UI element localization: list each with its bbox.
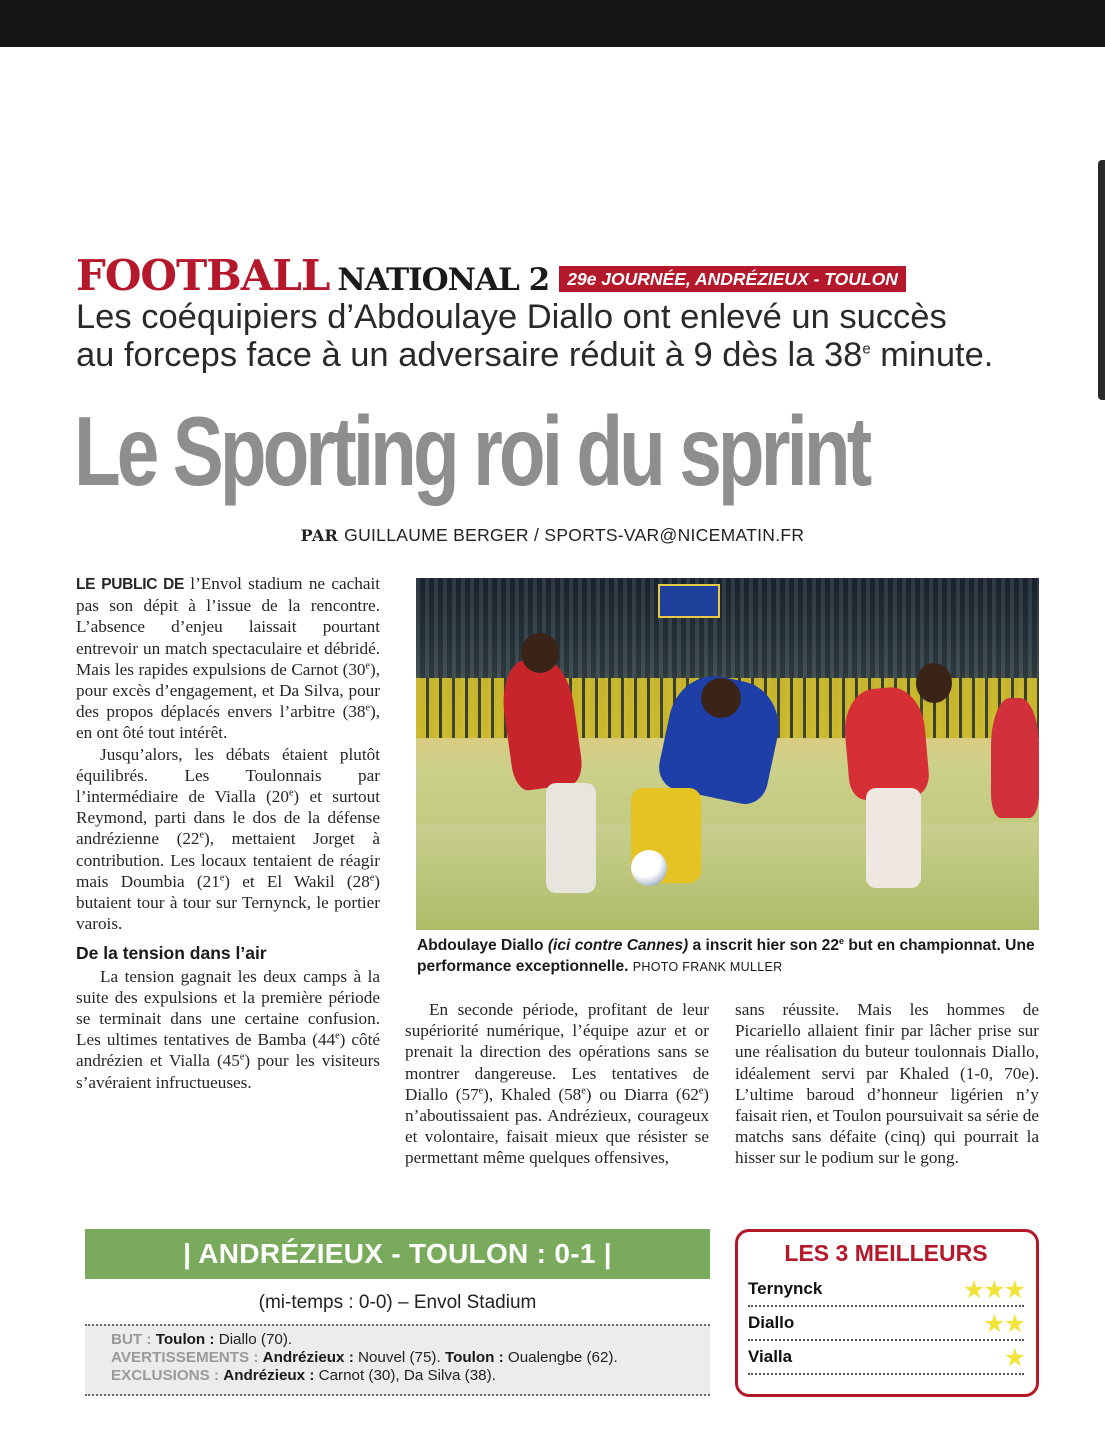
article-deck [76, 298, 1056, 374]
deck-line-1: Les coéquipiers d’Abdoulaye Diallo ont enlevé un succès [76, 298, 947, 336]
score-details [85, 1324, 710, 1396]
article-photo [416, 578, 1039, 930]
byline [0, 525, 1105, 546]
best-player-name: Vialla [748, 1347, 793, 1366]
byline-par: PAR [300, 526, 339, 545]
deck-line-2-text: au forceps face à un adversaire réduit à 9 dès la 38 [76, 336, 863, 374]
p3-text-0: La tension gagnait les deux camps à la suite des expulsions et la première période se terminait dans une certaine confusion. Les ultimes tentatives de Bamba (44 [76, 966, 380, 1050]
kicker-national: NATIONAL 2 [337, 262, 550, 298]
but-label: BUT : [111, 1331, 152, 1348]
player-red-left-legs [546, 783, 596, 893]
p4-sup-3: e [581, 1085, 586, 1097]
player-red-right-legs [866, 788, 921, 888]
p4-text-4: ) ou Diarra (62 [585, 1084, 699, 1104]
p3-sup-3: e [239, 1051, 245, 1063]
p2-sup-7: e [369, 872, 375, 884]
but-team: Toulon : [155, 1331, 215, 1348]
avert-text-1: Nouvel (75). [353, 1349, 445, 1366]
best-players-box [735, 1229, 1039, 1397]
photo-caption [417, 935, 1042, 978]
best-player-row [748, 1273, 1024, 1307]
article-column-2 [405, 999, 709, 1169]
photo-credit: PHOTO FRANK MULLER [632, 960, 783, 974]
best-player-name: Diallo [748, 1313, 795, 1332]
p2-text-8: ) butaient tour à tour sur Ternynck, le portier varois. [76, 871, 380, 934]
p4-text-2: ), Khaled (58 [483, 1084, 582, 1104]
best-player-row [748, 1307, 1024, 1341]
p1-sup-1: e [365, 660, 370, 672]
deck-line-2 [76, 336, 1056, 374]
paragraph-2 [76, 744, 380, 935]
paragraph-3 [76, 966, 380, 1093]
kicker-football: FOOTBALL [76, 251, 330, 300]
p2-sup-5: e [219, 872, 225, 884]
p2-text-2: ) et surtout Reymond, parti dans le dos de la défense andrézienne (22 [76, 787, 380, 849]
best-player-row [748, 1341, 1024, 1375]
caption-text: Abdoulaye Diallo [417, 937, 548, 954]
p1-text-4: ), en ont ôté tout intérêt. [76, 702, 380, 743]
top-bar [0, 0, 1105, 47]
headline [74, 392, 1064, 510]
p2-text-6: ) et El Wakil (28 [224, 871, 370, 891]
excl-label: EXCLUSIONS : [111, 1367, 220, 1384]
p2-text-4: ), mettaient Jorget à contribution. Les locaux tentaient de réagir mais Doumbia (21 [76, 829, 380, 891]
p2-sup-3: e [199, 829, 204, 841]
score-header: | ANDRÉZIEUX - TOULON : 0-1 | [85, 1229, 710, 1279]
player-head [916, 663, 952, 703]
paragraph-4 [405, 999, 709, 1169]
p2-sup-1: e [288, 787, 294, 799]
player-head [521, 633, 559, 673]
p3-text-4: ) pour les visiteurs s’avéraient infructueuses. [76, 1051, 380, 1092]
deck-sup: e [862, 340, 871, 358]
avert-label: AVERTISSEMENTS : [111, 1349, 259, 1366]
article-column-1 [76, 573, 380, 1093]
p1-text-0: l’Envol stadium ne cachait pas son dépit à l’issue de la rencontre. L’absence d’enjeu laissait pourtant entrevoir un match spectaculaire et débridé. Mais les rapides expulsions de Carnot (30 [76, 574, 380, 679]
football-ball [631, 850, 667, 886]
section-kicker [76, 250, 906, 298]
p2-text-0: Jusqu’alors, les débats étaient plutôt équilibrés. Les Toulonnais par l’intermédiaire de Vialla (20 [76, 744, 380, 807]
photo-pitch [416, 823, 1039, 930]
p3-text-2: ) côté andrézien et Vialla (45 [76, 1030, 380, 1071]
p4-sup-1: e [478, 1085, 484, 1097]
star-rating-icon: ★★★ [962, 1274, 1024, 1304]
player-red-edge [991, 698, 1039, 818]
p1-sup-3: e [365, 702, 370, 714]
star-rating-icon: ★★ [983, 1308, 1024, 1338]
paragraph-5: sans réussite. Mais les hommes de Picariello allaient finir par lâcher prise sur une réalisation du buteur toulonnais Diallo, idéalement servi par Khaled (1-0, 70e). L’ultime baroud d’honneur ligérien n’y faisait rien, et Toulon poursuivait sa série de matchs sans défaite (cinq) qui pourrait la hisser sur le podium sur le gong. [735, 1000, 1039, 1168]
kicker-badge: 29e JOURNÉE, ANDRÉZIEUX - TOULON [559, 266, 906, 292]
avert-team-1: Andrézieux : [262, 1349, 354, 1366]
p4-text-0: En seconde période, profitant de leur supériorité numérique, l’équipe azur et or prenait la direction des opérations sans se montrer dangereuse. Les tentatives de Diallo (57 [405, 1000, 709, 1104]
p3-sup-1: e [335, 1030, 340, 1042]
p4-sup-5: e [698, 1085, 704, 1097]
excl-text: Carnot (30), Da Silva (38). [314, 1367, 496, 1384]
page-edge-tab [1098, 160, 1105, 400]
caption-mid: a inscrit hier son 22 [688, 937, 840, 954]
photo-banner [658, 584, 720, 618]
player-head [701, 678, 741, 718]
deck-line-2-end: minute. [870, 336, 994, 374]
lead-in: LE PUBLIC DE [76, 576, 185, 593]
avert-text-2: Oualengbe (62). [503, 1349, 618, 1366]
avert-team-2: Toulon : [444, 1349, 504, 1366]
byline-author: GUILLAUME BERGER / SPORTS-VAR@NICEMATIN.FR [344, 525, 805, 545]
caption-italic: (ici contre Cannes) [547, 937, 689, 954]
paragraph-1 [76, 573, 380, 744]
excl-team: Andrézieux : [223, 1367, 315, 1384]
p4-text-6: ) n’aboutissaient pas. Andrézieux, courageux et volontaire, faisait mieux que résister se permettant même quelques offensives, [405, 1084, 710, 1168]
best-player-name: Ternynck [748, 1279, 823, 1298]
article-column-3 [735, 999, 1039, 1169]
headline-text: Le Sporting roi du sprint [74, 396, 869, 506]
p1-text-2: ), pour excès d’engagement, et Da Silva, pour des propos déplacés envers l’arbitre (38 [76, 659, 380, 722]
best-players-title: LES 3 MEILLEURS [784, 1240, 988, 1266]
but-text: Diallo (70). [214, 1331, 293, 1348]
subhead: De la tension dans l’air [76, 943, 267, 964]
caption-sup: e [839, 935, 845, 946]
score-subtitle: (mi-temps : 0-0) – Envol Stadium [258, 1292, 537, 1313]
caption-after: but en championnat. Une performance exceptionnelle. [417, 937, 1035, 975]
star-rating-icon: ★ [1003, 1342, 1024, 1372]
